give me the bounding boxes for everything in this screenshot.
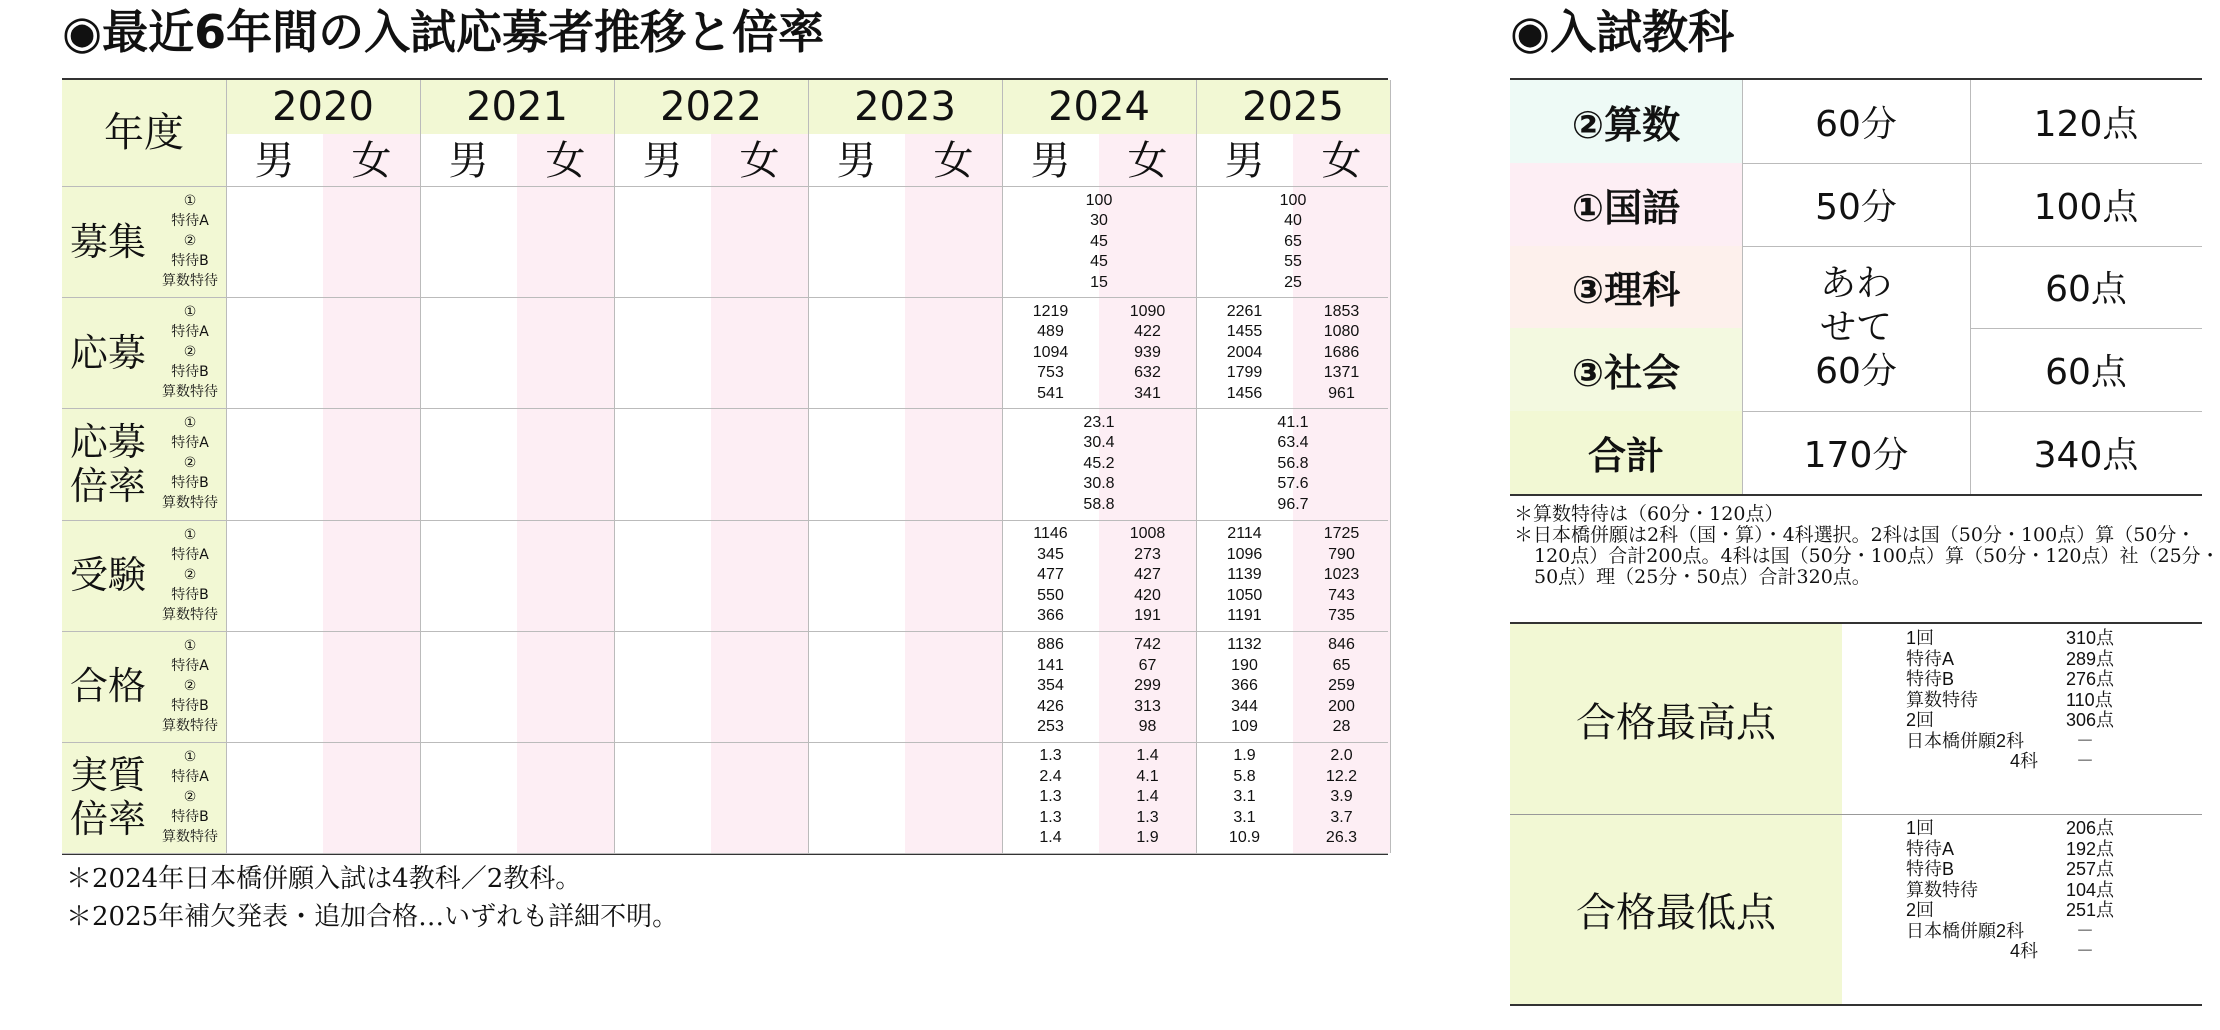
subject-points: 60点 bbox=[2045, 352, 2127, 394]
data-value: 26.3 bbox=[1325, 829, 1358, 847]
score-row bbox=[1906, 880, 2196, 901]
subject-points: 340点 bbox=[2033, 435, 2139, 477]
score-row bbox=[1906, 839, 2196, 860]
row-label-text: 倍率 bbox=[69, 797, 146, 842]
data-value: 1.4 bbox=[1136, 788, 1159, 806]
data-value: 426 bbox=[1037, 697, 1064, 715]
data-value: 45.2 bbox=[1083, 454, 1115, 472]
data-value: 1.4 bbox=[1136, 747, 1159, 765]
row-sub-labels bbox=[154, 297, 226, 408]
row-label bbox=[62, 520, 154, 631]
data-value: 15 bbox=[1090, 273, 1108, 291]
data-value: 1050 bbox=[1226, 586, 1263, 604]
row-sub-labels bbox=[154, 520, 226, 631]
grid-line bbox=[420, 80, 421, 853]
subject-points: 120点 bbox=[2033, 103, 2139, 145]
score-value: 310点 bbox=[2066, 628, 2115, 648]
score-value: － bbox=[2076, 920, 2094, 941]
subject-name: ③社会 bbox=[1510, 328, 1742, 411]
score-label: 2回 bbox=[1906, 900, 1935, 920]
year-header: 2022 bbox=[660, 84, 762, 130]
score-list bbox=[1906, 628, 2196, 772]
female-values bbox=[1099, 631, 1196, 742]
sub-label: 特待B bbox=[171, 586, 209, 603]
female-header: 女 bbox=[1321, 138, 1362, 184]
sub-label: 特待A bbox=[171, 657, 209, 674]
score-label: 算数特待 bbox=[1906, 879, 1978, 900]
male-header: 男 bbox=[1030, 138, 1071, 184]
score-value: － bbox=[2076, 941, 2094, 961]
sub-label: ② bbox=[183, 677, 197, 694]
female-column-bg bbox=[323, 134, 420, 853]
sub-label: ② bbox=[183, 566, 197, 583]
data-value: 344 bbox=[1231, 697, 1258, 715]
score-label: 日本橋併願2科 bbox=[1906, 920, 2025, 941]
female-values bbox=[1099, 520, 1196, 631]
data-value: 67 bbox=[1138, 656, 1157, 674]
data-value: 1456 bbox=[1226, 384, 1263, 402]
data-value: 253 bbox=[1037, 718, 1064, 736]
row-label-text: 応募 bbox=[69, 419, 146, 464]
data-value: 790 bbox=[1328, 545, 1355, 563]
grid-line bbox=[1390, 80, 1391, 853]
data-value: 961 bbox=[1328, 384, 1355, 402]
data-value: 1219 bbox=[1032, 302, 1069, 320]
data-value: 30 bbox=[1090, 212, 1108, 230]
score-row bbox=[1906, 941, 2196, 962]
male-header: 男 bbox=[642, 138, 683, 184]
data-value: 63.4 bbox=[1277, 434, 1309, 452]
score-value: 276点 bbox=[2066, 669, 2115, 689]
data-value: 743 bbox=[1328, 586, 1355, 604]
data-value: 25 bbox=[1284, 273, 1302, 291]
female-values bbox=[1293, 520, 1390, 631]
data-value: 420 bbox=[1134, 586, 1161, 604]
sub-label: ① bbox=[183, 748, 197, 765]
sub-label: 算数特待 bbox=[162, 495, 218, 512]
data-value: 96.7 bbox=[1277, 495, 1309, 513]
year-header: 2020 bbox=[272, 84, 374, 130]
data-value: 1686 bbox=[1323, 343, 1360, 361]
data-value: 12.2 bbox=[1325, 767, 1358, 785]
data-value: 200 bbox=[1328, 697, 1355, 715]
subject-name: ②算数 bbox=[1510, 80, 1742, 163]
year-header: 2023 bbox=[854, 84, 956, 130]
score-value: 110点 bbox=[2066, 689, 2113, 710]
sub-label: 特待B bbox=[171, 475, 209, 492]
row-label bbox=[62, 408, 154, 519]
male-values bbox=[1196, 297, 1293, 408]
score-label: 特待B bbox=[1906, 859, 1955, 879]
row-sub-labels bbox=[154, 742, 226, 853]
row-sub-labels bbox=[154, 408, 226, 519]
page-title: ◉最近6年間の入試応募者推移と倍率 bbox=[62, 5, 825, 59]
sub-label: ① bbox=[183, 637, 197, 654]
sub-label: 特待A bbox=[171, 324, 209, 341]
data-value: 58.8 bbox=[1083, 495, 1115, 513]
score-label: 日本橋併願2科 bbox=[1906, 730, 2025, 751]
data-value: 98 bbox=[1138, 718, 1157, 736]
female-header: 女 bbox=[545, 138, 586, 184]
female-header: 女 bbox=[1127, 138, 1168, 184]
grid-line bbox=[614, 80, 615, 853]
data-value: 55 bbox=[1284, 253, 1302, 271]
table-note: ＊2024年日本橋併願入試は4教科／2教科。 bbox=[66, 864, 582, 894]
grid-line bbox=[62, 853, 1388, 854]
female-values bbox=[1293, 297, 1390, 408]
data-value: 632 bbox=[1134, 364, 1161, 382]
subject-name: ①国語 bbox=[1510, 163, 1742, 246]
score-value: － bbox=[2076, 751, 2094, 771]
female-values bbox=[1099, 297, 1196, 408]
row-label-text: 倍率 bbox=[69, 463, 146, 508]
data-value: 10.9 bbox=[1228, 829, 1261, 847]
female-column-bg bbox=[517, 134, 614, 853]
sub-label: ② bbox=[183, 233, 197, 250]
year-header: 2024 bbox=[1048, 84, 1150, 130]
applicant-trend-table bbox=[62, 78, 1388, 855]
score-title: 合格最高点 bbox=[1510, 624, 1842, 814]
data-value: 1371 bbox=[1323, 364, 1360, 382]
data-value: 1139 bbox=[1227, 566, 1262, 584]
sub-label: ② bbox=[183, 788, 197, 805]
sub-label: 特待B bbox=[171, 697, 209, 714]
data-value: 45 bbox=[1090, 232, 1108, 250]
sub-label: 算数特待 bbox=[162, 828, 218, 845]
row-label bbox=[62, 186, 154, 297]
data-value: 846 bbox=[1328, 636, 1355, 654]
sub-label: 特待B bbox=[171, 253, 209, 270]
subject-time: 60分 bbox=[1815, 103, 1897, 145]
score-label: 4科 bbox=[2010, 941, 2039, 961]
data-value: 1080 bbox=[1323, 323, 1360, 341]
data-values bbox=[1002, 186, 1196, 297]
data-value: 41.1 bbox=[1277, 413, 1309, 431]
sub-label: ② bbox=[183, 455, 197, 472]
score-label: 1回 bbox=[1906, 818, 1935, 838]
year-label: 年度 bbox=[104, 110, 184, 156]
male-header: 男 bbox=[836, 138, 877, 184]
data-value: 30.8 bbox=[1083, 475, 1115, 493]
score-row bbox=[1906, 731, 2196, 752]
data-value: 30.4 bbox=[1083, 434, 1115, 452]
male-values bbox=[1196, 742, 1293, 853]
data-value: 354 bbox=[1037, 677, 1064, 695]
male-values bbox=[1196, 631, 1293, 742]
data-value: 3.9 bbox=[1330, 788, 1353, 806]
score-row bbox=[1906, 921, 2196, 942]
female-values bbox=[1099, 742, 1196, 853]
female-values bbox=[1293, 631, 1390, 742]
data-value: 477 bbox=[1037, 566, 1064, 584]
data-value: 1090 bbox=[1129, 302, 1166, 320]
data-value: 1094 bbox=[1032, 343, 1069, 361]
sub-label: 算数特待 bbox=[162, 717, 218, 734]
sub-label: 特待B bbox=[171, 808, 209, 825]
score-title: 合格最低点 bbox=[1510, 814, 1842, 1004]
exam-subjects-table bbox=[1510, 78, 2202, 496]
data-value: 422 bbox=[1134, 323, 1161, 341]
data-value: 299 bbox=[1134, 677, 1161, 695]
score-value: 251点 bbox=[2066, 900, 2115, 920]
sub-label: 特待A bbox=[171, 768, 209, 785]
data-value: 366 bbox=[1037, 607, 1064, 625]
data-value: 1.3 bbox=[1136, 808, 1159, 826]
data-value: 1146 bbox=[1033, 525, 1068, 543]
data-value: 191 bbox=[1134, 607, 1161, 625]
data-values bbox=[1196, 408, 1390, 519]
sub-label: 特待B bbox=[171, 364, 209, 381]
sub-label: ① bbox=[183, 415, 197, 432]
female-header: 女 bbox=[933, 138, 974, 184]
subject-time: 170分 bbox=[1803, 435, 1909, 477]
score-label: 特待A bbox=[1906, 648, 1955, 669]
year-header: 2025 bbox=[1242, 84, 1344, 130]
data-value: 886 bbox=[1037, 636, 1064, 654]
data-value: 3.1 bbox=[1233, 808, 1256, 826]
sub-label: ② bbox=[183, 344, 197, 361]
data-value: 1853 bbox=[1323, 302, 1360, 320]
score-row bbox=[1906, 859, 2196, 880]
data-value: 1455 bbox=[1226, 323, 1263, 341]
data-value: 65 bbox=[1332, 656, 1351, 674]
data-value: 489 bbox=[1037, 323, 1064, 341]
data-value: 23.1 bbox=[1083, 413, 1115, 431]
row-label-text: 応募 bbox=[69, 330, 146, 375]
merged-time-text: あわ bbox=[1819, 263, 1892, 305]
score-label: 算数特待 bbox=[1906, 689, 1978, 710]
data-value: 45 bbox=[1090, 253, 1108, 271]
score-label: 1回 bbox=[1906, 628, 1935, 648]
subjects-title: ◉入試教科 bbox=[1510, 5, 1735, 59]
data-value: 1.3 bbox=[1039, 808, 1062, 826]
data-value: 753 bbox=[1037, 364, 1064, 382]
score-label: 特待A bbox=[1906, 838, 1955, 859]
sub-label: ① bbox=[183, 193, 197, 210]
score-label: 4科 bbox=[2010, 751, 2039, 771]
data-value: 1023 bbox=[1323, 566, 1360, 584]
female-header: 女 bbox=[739, 138, 780, 184]
data-value: 341 bbox=[1134, 384, 1161, 402]
female-header: 女 bbox=[351, 138, 392, 184]
row-sub-labels bbox=[154, 631, 226, 742]
grid-line bbox=[1510, 814, 2202, 815]
data-value: 2261 bbox=[1226, 302, 1263, 320]
male-header: 男 bbox=[1224, 138, 1265, 184]
data-value: 109 bbox=[1231, 718, 1258, 736]
data-value: 57.6 bbox=[1277, 475, 1309, 493]
data-value: 1.9 bbox=[1233, 747, 1256, 765]
data-value: 735 bbox=[1328, 607, 1355, 625]
subjects-note: ＊算数特待は（60分・120点） bbox=[1514, 503, 1784, 525]
score-row bbox=[1906, 751, 2196, 772]
score-value: － bbox=[2076, 730, 2094, 751]
row-label bbox=[62, 742, 154, 853]
data-value: 2114 bbox=[1227, 525, 1262, 543]
male-values bbox=[1002, 631, 1099, 742]
female-values bbox=[1293, 742, 1390, 853]
male-values bbox=[1002, 742, 1099, 853]
score-row bbox=[1906, 669, 2196, 690]
data-value: 345 bbox=[1037, 545, 1064, 563]
data-value: 366 bbox=[1231, 677, 1258, 695]
score-label: 2回 bbox=[1906, 710, 1935, 730]
data-value: 273 bbox=[1134, 545, 1161, 563]
pass-score-table bbox=[1510, 622, 2202, 1006]
data-value: 427 bbox=[1134, 566, 1161, 584]
data-value: 1008 bbox=[1129, 525, 1166, 543]
data-value: 28 bbox=[1332, 718, 1351, 736]
data-value: 3.1 bbox=[1233, 788, 1256, 806]
score-row bbox=[1906, 900, 2196, 921]
score-list bbox=[1906, 818, 2196, 962]
female-column-bg bbox=[905, 134, 1002, 853]
row-sub-labels bbox=[154, 186, 226, 297]
sub-label: 特待A bbox=[171, 213, 209, 230]
sub-label: 算数特待 bbox=[162, 606, 218, 623]
data-values bbox=[1196, 186, 1390, 297]
score-row bbox=[1906, 818, 2196, 839]
male-header: 男 bbox=[254, 138, 295, 184]
male-values bbox=[1002, 520, 1099, 631]
data-value: 2.0 bbox=[1330, 747, 1353, 765]
subject-points: 100点 bbox=[2033, 186, 2139, 228]
grid-line bbox=[226, 80, 227, 853]
data-value: 1799 bbox=[1226, 364, 1263, 382]
score-value: 104点 bbox=[2066, 879, 2115, 900]
subject-time: 50分 bbox=[1815, 186, 1897, 228]
data-value: 541 bbox=[1037, 384, 1064, 402]
data-values bbox=[1002, 408, 1196, 519]
sub-label: ① bbox=[183, 526, 197, 543]
female-column-bg bbox=[711, 134, 808, 853]
sub-label: 算数特待 bbox=[162, 273, 218, 290]
data-value: 1191 bbox=[1227, 607, 1262, 625]
table-note: ＊2025年補欠発表・追加合格…いずれも詳細不明。 bbox=[66, 902, 679, 932]
subject-name: ③理科 bbox=[1510, 246, 1742, 329]
data-value: 313 bbox=[1134, 697, 1161, 715]
data-value: 1.3 bbox=[1039, 747, 1062, 765]
data-value: 4.1 bbox=[1136, 767, 1159, 785]
score-row bbox=[1906, 649, 2196, 670]
subject-name: 合計 bbox=[1510, 411, 1742, 494]
data-value: 5.8 bbox=[1233, 767, 1256, 785]
subject-points: 60点 bbox=[2045, 269, 2127, 311]
data-value: 1.3 bbox=[1039, 788, 1062, 806]
row-label-text: 募集 bbox=[69, 219, 146, 264]
score-value: 257点 bbox=[2066, 859, 2115, 879]
data-value: 65 bbox=[1284, 232, 1302, 250]
score-row bbox=[1906, 710, 2196, 731]
data-value: 1725 bbox=[1323, 525, 1360, 543]
grid-line bbox=[1970, 80, 1971, 494]
data-value: 550 bbox=[1037, 586, 1064, 604]
sub-label: 特待A bbox=[171, 546, 209, 563]
data-value: 2.4 bbox=[1039, 767, 1062, 785]
row-label bbox=[62, 631, 154, 742]
score-label: 特待B bbox=[1906, 669, 1955, 689]
row-label bbox=[62, 297, 154, 408]
data-value: 56.8 bbox=[1277, 454, 1309, 472]
male-values bbox=[1196, 520, 1293, 631]
data-value: 3.7 bbox=[1330, 808, 1353, 826]
score-value: 306点 bbox=[2066, 710, 2115, 730]
data-value: 2004 bbox=[1226, 343, 1263, 361]
data-value: 742 bbox=[1134, 636, 1161, 654]
data-value: 1.4 bbox=[1039, 829, 1062, 847]
merged-time-text: 60分 bbox=[1815, 351, 1897, 393]
subjects-note: ＊日本橋併願は2科（国・算）・4科選択。2科は国（50分・100点）算（50分・120点）合計200点。4科は国（50分・100点）算（50分・120点）社（25分・50点）理（25分・50点）合計320点。 bbox=[1514, 524, 2220, 588]
row-label-text: 受験 bbox=[69, 553, 146, 598]
data-value: 939 bbox=[1134, 343, 1161, 361]
merged-time-text: せて bbox=[1819, 307, 1892, 349]
data-value: 259 bbox=[1328, 677, 1355, 695]
merged-time bbox=[1742, 246, 1970, 412]
data-value: 100 bbox=[1279, 191, 1307, 209]
data-value: 1.9 bbox=[1136, 829, 1159, 847]
male-header: 男 bbox=[448, 138, 489, 184]
sub-label: ① bbox=[183, 304, 197, 321]
data-value: 190 bbox=[1231, 656, 1258, 674]
male-values bbox=[1002, 297, 1099, 408]
row-label-text: 実質 bbox=[69, 753, 146, 798]
grid-line bbox=[808, 80, 809, 853]
year-header: 2021 bbox=[466, 84, 568, 130]
score-row bbox=[1906, 628, 2196, 649]
data-value: 1132 bbox=[1227, 636, 1262, 654]
score-row bbox=[1906, 690, 2196, 711]
score-value: 289点 bbox=[2066, 648, 2115, 669]
sub-label: 算数特待 bbox=[162, 384, 218, 401]
row-label-text: 合格 bbox=[69, 664, 146, 709]
data-value: 40 bbox=[1284, 212, 1302, 230]
data-value: 141 bbox=[1037, 656, 1064, 674]
data-value: 100 bbox=[1085, 191, 1113, 209]
data-value: 1096 bbox=[1226, 545, 1263, 563]
grid-line bbox=[1742, 80, 1743, 494]
score-value: 192点 bbox=[2066, 838, 2115, 859]
score-value: 206点 bbox=[2066, 818, 2115, 838]
sub-label: 特待A bbox=[171, 435, 209, 452]
